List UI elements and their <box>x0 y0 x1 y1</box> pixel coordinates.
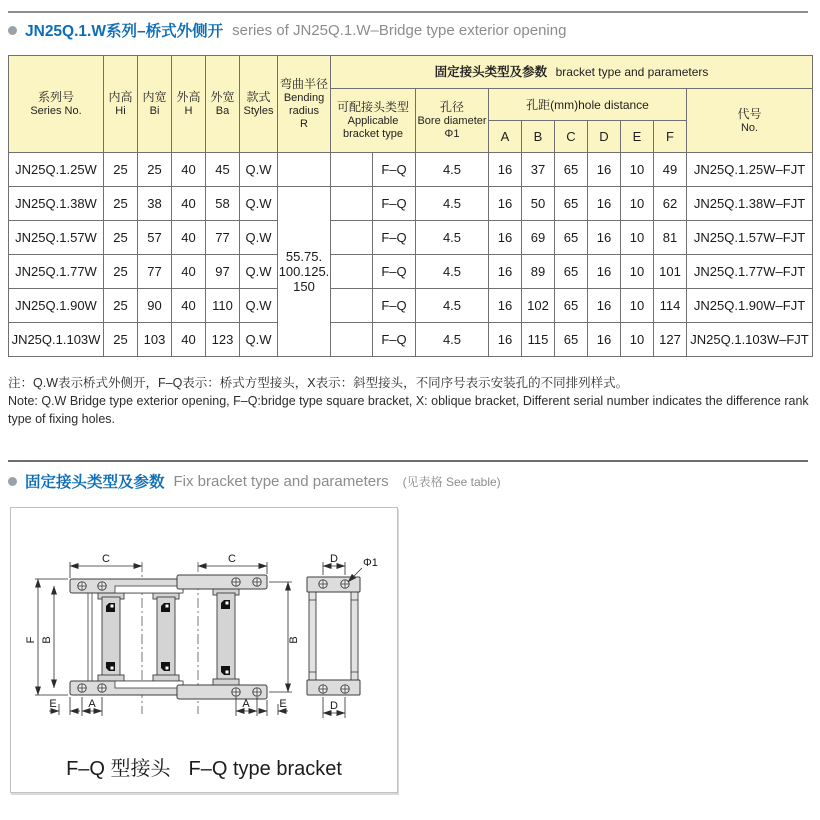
dimension-label-d: D <box>330 700 338 712</box>
cell-f: 49 <box>654 153 687 187</box>
cell-series: JN25Q.1.77W <box>9 255 104 289</box>
spec-table <box>8 55 813 357</box>
bullet-icon <box>8 26 17 35</box>
cell-e: 10 <box>621 221 654 255</box>
note-en: Note: Q.W Bridge type exterior opening, F–Q:bridge type square bracket, X: oblique bracket, Different serial number indicates the difference rank type of fixing holes. <box>8 394 809 426</box>
col-header-no: 代号 No. <box>687 89 813 153</box>
cell-c: 65 <box>555 255 588 289</box>
cell-a: 16 <box>489 323 522 357</box>
cell-style: Q.W <box>240 221 278 255</box>
cell-series: JN25Q.1.38W <box>9 187 104 221</box>
cell-no: JN25Q.1.77W–FJT <box>687 255 813 289</box>
cell-a: 16 <box>489 255 522 289</box>
cell-e: 10 <box>621 255 654 289</box>
dimension-label-e: E <box>279 698 287 710</box>
top-divider <box>8 11 808 13</box>
cell-bore: 4.5 <box>416 153 489 187</box>
cell-hi: 25 <box>104 255 138 289</box>
cell-e: 10 <box>621 289 654 323</box>
cell-h: 40 <box>172 289 206 323</box>
cell-c: 65 <box>555 153 588 187</box>
col-header-bending-radius: 弯曲半径 Bending radius R <box>278 56 331 153</box>
cell-ba: 123 <box>206 323 240 357</box>
page-title-cn: JN25Q.1.W系列–桥式外侧开 <box>25 23 224 40</box>
cell-ba: 45 <box>206 153 240 187</box>
cell-bi: 57 <box>138 221 172 255</box>
col-header-b: B <box>522 121 555 153</box>
cell-f: 81 <box>654 221 687 255</box>
cell-bi: 38 <box>138 187 172 221</box>
figure-box <box>10 507 398 793</box>
group-header-hole-distance: 孔距(mm)hole distance <box>489 89 687 121</box>
cell-f: 114 <box>654 289 687 323</box>
cell-series: JN25Q.1.90W <box>9 289 104 323</box>
cell-no: JN25Q.1.103W–FJT <box>687 323 813 357</box>
table-row <box>9 289 813 323</box>
cell-d: 16 <box>588 187 621 221</box>
cell-h: 40 <box>172 187 206 221</box>
cell-style: Q.W <box>240 323 278 357</box>
cell-ba: 77 <box>206 221 240 255</box>
cell-d: 16 <box>588 255 621 289</box>
cell-h: 40 <box>172 323 206 357</box>
cell-bracket-spacer <box>331 187 373 221</box>
figure-caption-cn: F–Q 型接头 <box>66 758 171 780</box>
cell-no: JN25Q.1.38W–FJT <box>687 187 813 221</box>
cell-a: 16 <box>489 289 522 323</box>
section-title <box>8 470 501 492</box>
cell-ba: 58 <box>206 187 240 221</box>
cell-bi: 77 <box>138 255 172 289</box>
col-header-bore-diameter: 孔径 Bore diameter Φ1 <box>416 89 489 153</box>
cell-b: 115 <box>522 323 555 357</box>
section-title-hint: (见表格 See table) <box>402 474 501 489</box>
cell-no: JN25Q.1.57W–FJT <box>687 221 813 255</box>
cell-e: 10 <box>621 323 654 357</box>
section-title-cn: 固定接头类型及参数 <box>25 474 165 491</box>
cell-bracket-type: F–Q <box>373 221 416 255</box>
dimension-label-d: D <box>330 553 338 565</box>
cell-c: 65 <box>555 289 588 323</box>
cell-b: 89 <box>522 255 555 289</box>
cell-e: 10 <box>621 187 654 221</box>
spec-table-wrapper <box>8 55 813 357</box>
cell-a: 16 <box>489 221 522 255</box>
cell-h: 40 <box>172 255 206 289</box>
cell-ba: 110 <box>206 289 240 323</box>
cell-hi: 25 <box>104 289 138 323</box>
page-title-en: series of JN25Q.1.W–Bridge type exterior opening <box>232 21 567 39</box>
dimension-label-a: A <box>242 698 250 710</box>
cell-ba: 97 <box>206 255 240 289</box>
note-cn: 注：Q.W表示桥式外侧开，F–Q表示：桥式方型接头，X表示：斜型接头，不同序号表示安装孔的不同排列样式。 <box>8 376 629 390</box>
cell-bracket-type: F–Q <box>373 153 416 187</box>
cell-a: 16 <box>489 187 522 221</box>
technical-drawing <box>11 508 395 748</box>
cell-bracket-type: F–Q <box>373 289 416 323</box>
col-header-styles: 款式 Styles <box>240 56 278 153</box>
dimension-label-a: A <box>88 698 96 710</box>
col-header-a: A <box>489 121 522 153</box>
table-row <box>9 323 813 357</box>
col-header-c: C <box>555 121 588 153</box>
side-view <box>307 577 360 695</box>
section-title-en: Fix bracket type and parameters <box>173 472 389 490</box>
cell-bracket-spacer <box>331 153 373 187</box>
cell-bracket-type: F–Q <box>373 255 416 289</box>
dimension-label-c: C <box>228 553 236 565</box>
col-header-ba: 外宽 Ba <box>206 56 240 153</box>
col-header-applicable-bracket: 可配接头类型 Applicable bracket type <box>331 89 416 153</box>
cell-series: JN25Q.1.103W <box>9 323 104 357</box>
cell-bore: 4.5 <box>416 323 489 357</box>
cell-bore: 4.5 <box>416 255 489 289</box>
dimension-label-b: B <box>288 636 300 644</box>
cell-bracket-type: F–Q <box>373 187 416 221</box>
cell-c: 65 <box>555 323 588 357</box>
cell-hi: 25 <box>104 323 138 357</box>
cell-bend-empty <box>278 153 331 187</box>
cell-b: 37 <box>522 153 555 187</box>
chain-link <box>213 589 239 685</box>
dimension-label-b: B <box>41 636 53 644</box>
dimension-label-e: E <box>49 698 57 710</box>
cell-bracket-spacer <box>331 255 373 289</box>
col-header-e: E <box>621 121 654 153</box>
cell-bi: 103 <box>138 323 172 357</box>
cell-hi: 25 <box>104 221 138 255</box>
cell-hi: 25 <box>104 187 138 221</box>
col-header-series: 系列号 Series No. <box>9 56 104 153</box>
cell-e: 10 <box>621 153 654 187</box>
table-row <box>9 221 813 255</box>
col-header-bi: 内宽 Bi <box>138 56 172 153</box>
col-header-f: F <box>654 121 687 153</box>
col-header-h: 外高 H <box>172 56 206 153</box>
cell-bracket-spacer <box>331 323 373 357</box>
cell-no: JN25Q.1.25W–FJT <box>687 153 813 187</box>
cell-style: Q.W <box>240 153 278 187</box>
col-header-hi: 内高 Hi <box>104 56 138 153</box>
cell-d: 16 <box>588 221 621 255</box>
cell-hi: 25 <box>104 153 138 187</box>
chain-link <box>153 593 179 681</box>
cell-style: Q.W <box>240 289 278 323</box>
figure-caption <box>11 752 397 781</box>
cell-d: 16 <box>588 153 621 187</box>
dimension-label-f: F <box>25 636 37 644</box>
section-divider <box>8 460 808 462</box>
cell-bracket-spacer <box>331 221 373 255</box>
cell-bracket-spacer <box>331 289 373 323</box>
table-notes <box>8 374 810 428</box>
cell-series: JN25Q.1.25W <box>9 153 104 187</box>
cell-f: 62 <box>654 187 687 221</box>
cell-style: Q.W <box>240 255 278 289</box>
cell-d: 16 <box>588 323 621 357</box>
cell-series: JN25Q.1.57W <box>9 221 104 255</box>
cell-bore: 4.5 <box>416 221 489 255</box>
cell-b: 50 <box>522 187 555 221</box>
cell-b: 69 <box>522 221 555 255</box>
cell-f: 127 <box>654 323 687 357</box>
table-row <box>9 153 813 187</box>
cell-c: 65 <box>555 187 588 221</box>
cell-bore: 4.5 <box>416 289 489 323</box>
cell-bending-radius: 55.75. 100.125. 150 <box>278 187 331 357</box>
table-row <box>9 187 813 221</box>
chain-link <box>98 593 124 681</box>
cell-bore: 4.5 <box>416 187 489 221</box>
cell-style: Q.W <box>240 187 278 221</box>
cell-bi: 25 <box>138 153 172 187</box>
cell-a: 16 <box>489 153 522 187</box>
table-row <box>9 255 813 289</box>
cell-bi: 90 <box>138 289 172 323</box>
col-header-d: D <box>588 121 621 153</box>
cell-no: JN25Q.1.90W–FJT <box>687 289 813 323</box>
cell-bracket-type: F–Q <box>373 323 416 357</box>
cell-b: 102 <box>522 289 555 323</box>
dimension-label-c: C <box>102 553 110 565</box>
cell-c: 65 <box>555 221 588 255</box>
cell-h: 40 <box>172 221 206 255</box>
dimension-label-phi1: Φ1 <box>363 557 378 569</box>
cell-h: 40 <box>172 153 206 187</box>
page-title <box>8 19 566 41</box>
cell-f: 101 <box>654 255 687 289</box>
group-header-bracket: 固定接头类型及参数 bracket type and parameters <box>331 56 813 89</box>
cell-d: 16 <box>588 289 621 323</box>
side-plate-edge <box>88 593 92 681</box>
bullet-icon <box>8 477 17 486</box>
figure-caption-en: F–Q type bracket <box>188 758 342 780</box>
